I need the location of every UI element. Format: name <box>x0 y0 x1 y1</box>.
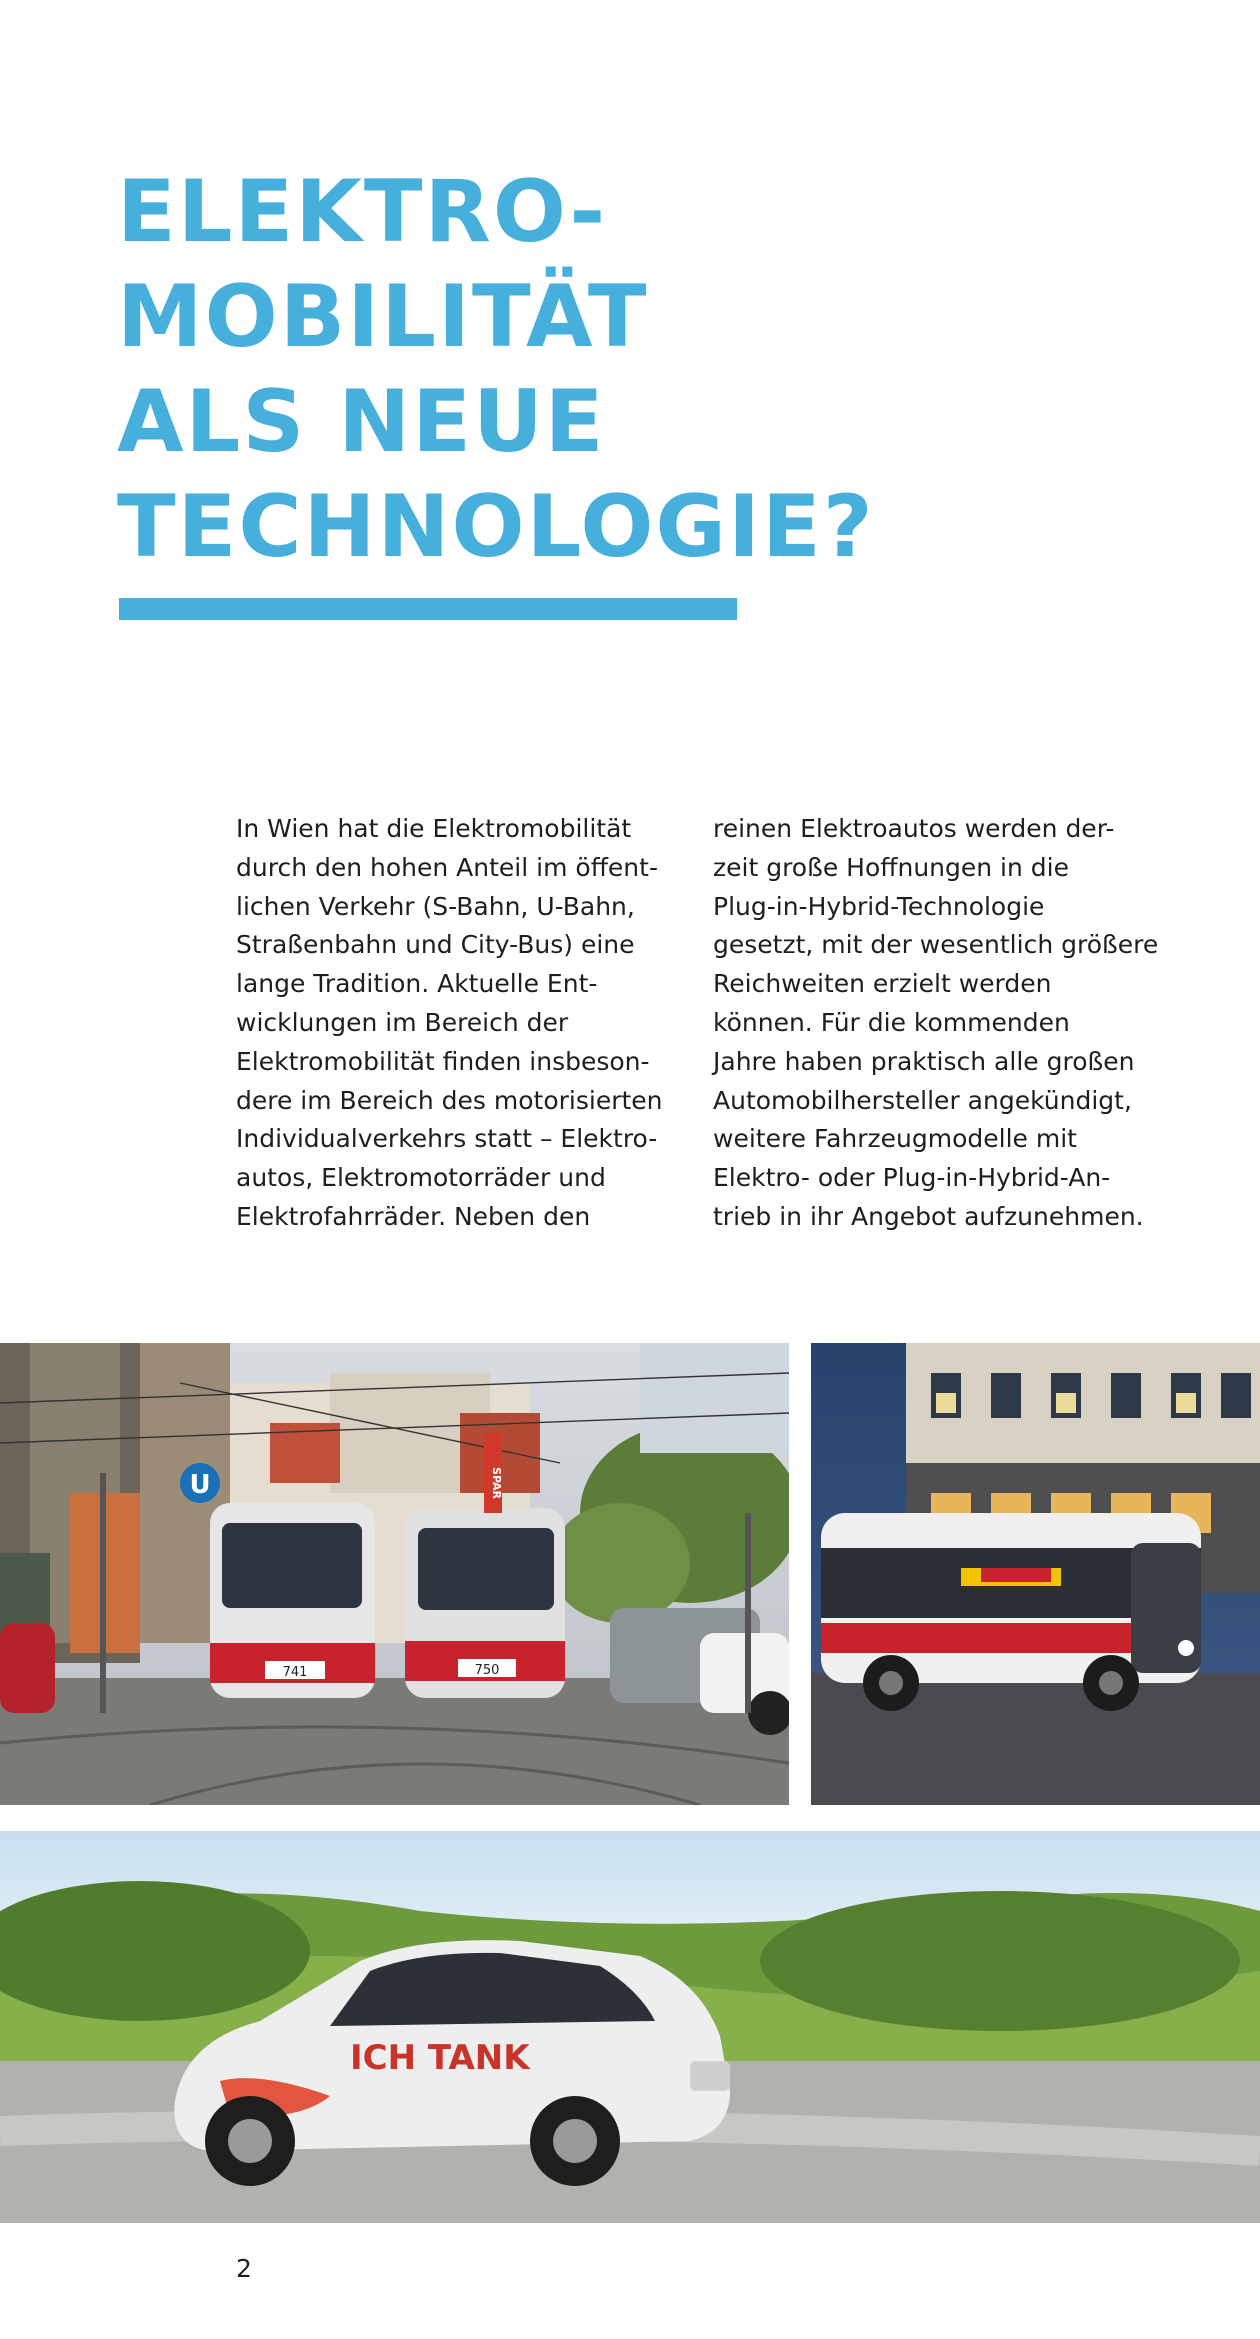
text-line: reinen Elektroautos werden der- <box>713 814 1115 843</box>
city-bus-photo <box>811 1343 1260 1805</box>
text-line: trieb in ihr Angebot aufzunehmen. <box>713 1201 1144 1231</box>
spar-sign: SPAR <box>490 1467 503 1499</box>
title-line: ELEKTRO- <box>117 162 608 262</box>
page-title <box>117 160 875 580</box>
title-line: ALS NEUE <box>117 372 606 472</box>
title-line: TECHNOLOGIE? <box>117 477 875 577</box>
text-line: In Wien hat die Elektromobilität <box>236 814 632 843</box>
text-column-1 <box>236 810 681 1237</box>
tram-number: 741 <box>282 1665 308 1680</box>
text-line: wicklungen im Bereich der <box>236 1007 569 1037</box>
text-line: Jahre haben praktisch alle großen <box>713 1046 1135 1076</box>
title-line: MOBILITÄT <box>117 267 649 367</box>
text-line: autos, Elektromotorräder und <box>236 1163 606 1193</box>
ich-tank-logo: ICH TANK <box>350 2038 530 2078</box>
electric-car-photo <box>0 1831 1260 2223</box>
text-line: Elektromobilität finden insbeson- <box>236 1046 650 1076</box>
text-line: durch den hohen Anteil im öffent- <box>236 852 658 882</box>
tram-photo <box>0 1343 789 1805</box>
text-line: dere im Bereich des motorisierten <box>236 1085 663 1115</box>
text-line: können. Für die kommenden <box>713 1007 1070 1037</box>
text-line: Reichweiten erzielt werden <box>713 969 1052 999</box>
u-bahn-sign: U <box>189 1470 211 1500</box>
text-line: weitere Fahrzeugmodelle mit <box>713 1124 1077 1154</box>
text-line: Plug-in-Hybrid-Technologie <box>713 891 1045 921</box>
tram-number: 750 <box>474 1663 500 1678</box>
page-number: 2 <box>236 2254 252 2283</box>
text-line: lichen Verkehr (S-Bahn, U-Bahn, <box>236 891 635 921</box>
text-line: zeit große Hoffnungen in die <box>713 852 1069 882</box>
text-line: Straßenbahn und City-Bus) eine <box>236 930 635 960</box>
text-line: Elektrofahrräder. Neben den <box>236 1201 591 1231</box>
text-line: lange Tradition. Aktuelle Ent- <box>236 969 598 999</box>
text-line: Automobilhersteller angekündigt, <box>713 1085 1132 1115</box>
text-line: Elektro- oder Plug-in-Hybrid-An- <box>713 1163 1111 1193</box>
text-line: gesetzt, mit der wesentlich größere <box>713 930 1159 960</box>
title-underline <box>119 598 737 620</box>
text-line: Individualverkehrs statt – Elektro- <box>236 1124 658 1154</box>
text-column-2 <box>713 810 1158 1237</box>
